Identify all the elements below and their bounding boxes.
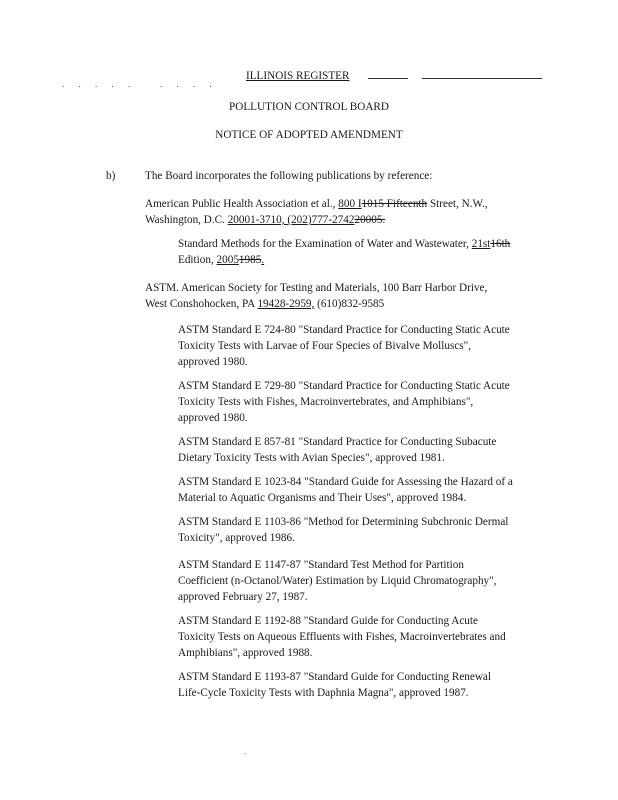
- astm-standard-e729: ASTM Standard E 729-80 "Standard Practice for Conducting Static Acute Toxicity Tests with Fishes, Macroinvertebrates, and Amphibians", approved 1980.: [178, 380, 510, 424]
- header-speckle: . . . . .: [62, 79, 137, 89]
- board-name: POLLUTION CONTROL BOARD: [229, 101, 389, 113]
- astm-standard-e1103: ASTM Standard E 1103-86 "Method for Determining Subchronic Dermal Toxicity", approved 1986.: [178, 516, 509, 544]
- notice-title: NOTICE OF ADOPTED AMENDMENT: [215, 129, 403, 141]
- register-title: ILLINOIS REGISTER: [246, 70, 350, 82]
- standard-methods-entry: Standard Methods for the Examination of Water and Wastewater, 21st16th Edition, 20051985.: [178, 238, 511, 266]
- header-rule: [368, 78, 408, 79]
- astm-standard-e1023: ASTM Standard E 1023-84 "Standard Guide for Assessing the Hazard of a Material to Aquatic Organisms and Their Uses", approved 1984.: [178, 476, 513, 504]
- apha-entry: American Public Health Association et al., 800 I1015 Fifteenth Street, N.W., Washington, D.C. 20001-3710, (202)777-274220005.: [145, 198, 488, 226]
- astm-standard-e1193: ASTM Standard E 1193-87 "Standard Guide for Conducting Renewal Life-Cycle Toxicity Tests with Daphnia Magna", approved 1987.: [178, 671, 491, 699]
- footer-speck: .: [244, 747, 246, 756]
- astm-standard-e1147: ASTM Standard E 1147-87 "Standard Test Method for Partition Coefficient (n-Octanol/Water) Estimation by Liquid Chromatography", approved February 27, 1987.: [178, 559, 497, 603]
- header-speckle: . . . .: [160, 79, 218, 89]
- astm-entry: ASTM. American Society for Testing and Materials, 100 Barr Harbor Drive, West Conshohocken, PA 19428-2959, (610)832-9585: [145, 282, 488, 310]
- section-marker: b): [106, 170, 116, 182]
- section-intro: The Board incorporates the following publications by reference:: [145, 170, 433, 182]
- astm-standard-e1192: ASTM Standard E 1192-88 "Standard Guide for Conducting Acute Toxicity Tests on Aqueous Effluents with Fishes, Macroinvertebrates and Amphibians", approved 1988.: [178, 615, 506, 659]
- astm-standard-e857: ASTM Standard E 857-81 "Standard Practice for Conducting Subacute Dietary Toxicity Tests with Avian Species", approved 1981.: [178, 436, 497, 464]
- header-rule: [422, 78, 542, 79]
- astm-standard-e724: ASTM Standard E 724-80 "Standard Practice for Conducting Static Acute Toxicity Tests with Larvae of Four Species of Bivalve Molluscs", approved 1980.: [178, 324, 510, 368]
